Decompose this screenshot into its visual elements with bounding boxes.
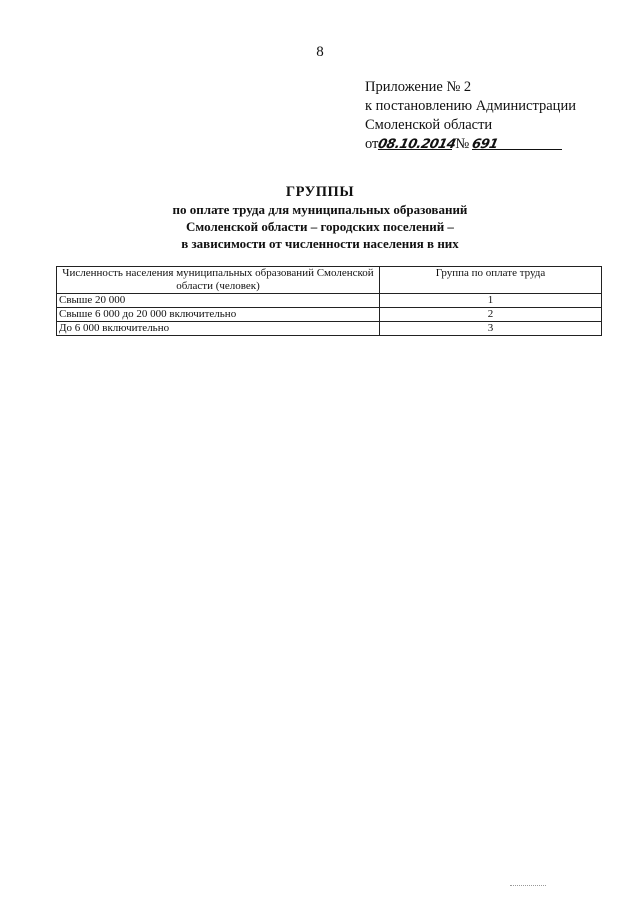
appendix-block [365, 78, 576, 154]
cell-population: Свыше 6 000 до 20 000 включительно [57, 308, 380, 322]
appendix-reference: к постановлению Администрации [365, 98, 576, 114]
handwritten-number: 691 [470, 137, 500, 152]
table-header-row [57, 267, 602, 294]
scan-mark [510, 885, 546, 888]
table-row [57, 322, 602, 336]
page-number: 8 [316, 44, 324, 60]
cell-group: 3 [380, 322, 602, 336]
cell-population: До 6 000 включительно [57, 322, 380, 336]
document-subtitle-line3: в зависимости от численности населения в них [181, 236, 459, 251]
document-title-block [0, 183, 640, 252]
appendix-date-number [365, 135, 576, 154]
appendix-region: Смоленской области [365, 117, 493, 133]
cell-population: Свыше 20 000 [57, 294, 380, 308]
document-title: ГРУППЫ [285, 184, 355, 200]
from-prefix: от [365, 136, 379, 152]
handwritten-date: 08.10.2014 [376, 137, 458, 152]
date-field [376, 135, 458, 152]
document-subtitle-line1: по оплате труда для муниципальных образований [172, 202, 468, 217]
number-sign: № [455, 136, 470, 152]
document-subtitle-line2: Смоленской области – городских поселений – [186, 219, 454, 234]
appendix-title: Приложение № 2 [365, 79, 472, 95]
header-pay-group: Группа по оплате труда [380, 267, 602, 294]
header-population: Численность населения муниципальных образований Смоленской области (человек) [57, 267, 380, 294]
table-row [57, 294, 602, 308]
cell-group: 2 [380, 308, 602, 322]
pay-groups-table [56, 266, 602, 336]
cell-group: 1 [380, 294, 602, 308]
number-field [472, 135, 562, 150]
table-row [57, 308, 602, 322]
